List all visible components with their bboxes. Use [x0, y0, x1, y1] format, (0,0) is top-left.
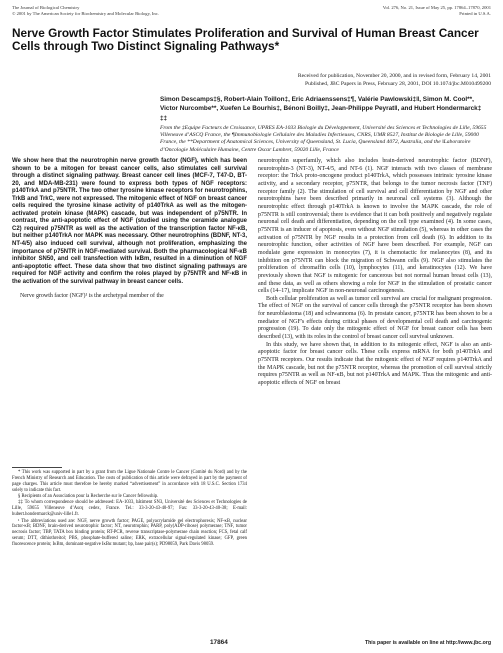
publication-dates: [150, 73, 491, 88]
right-column: [258, 158, 492, 388]
copyright-line: © 2001 by The American Society for Biochemistry and Molecular Biology, Inc.: [12, 11, 159, 16]
left-column: [12, 158, 247, 301]
volume-issue: Vol. 276, No. 21, Issue of May 25, pp. 17864–17870, 2001: [382, 5, 491, 10]
footnote-divider: [12, 467, 62, 468]
author-affiliations: From the ‡Equipe Facteurs de Croissance, UPRES EA-1033 Biologie du Développement, Université des Sciences et Technologies de Lille, 59655 Villeneuve d’ASCQ France, the ¶Immunobiologie Cellulaire des Maladies Infectieuses, CNRS, UMR 8527, Institut de Biologie de Lille, 59000 France, the **Department of Anatomical Sciences, University of Queensland, St. Lucia, Queensland 4072, Australia, and the ‖Laboratoire d’Oncologie Moléculaire Humaine, Centre Oscar Lambret, 59020 Lille, France: [160, 125, 487, 153]
printed-in: Printed in U.S.A.: [459, 11, 491, 16]
intro-paragraph-3: In this study, we have shown that, in addition to its mitogenic effect, NGF is also an anti-apoptotic factor for breast cancer cells. These cells express mRNA for both p140TrkA and p75NTR receptors. Our results indicate that the mitogenic effect of NGF requires p140TrkA and the MAPK cascade, but not the p75NTR receptor, whereas the promotion of cell survival strictly requires p75NTR as well as NF-κB, but not p140TrkA and MAPK. Thus the mitogenic and anti-apoptotic effects of NGF on breast: [258, 341, 492, 387]
intro-paragraph-start: Nerve growth factor (NGF)¹ is the archetypal member of the: [20, 293, 164, 300]
article-title: Nerve Growth Factor Stimulates Proliferation and Survival of Human Breast Cancer Cells through Two Distinct Signaling Pathways*: [12, 26, 479, 54]
page-number: 17864: [210, 639, 228, 646]
journal-name: The Journal of Biological Chemistry: [12, 5, 80, 10]
footnotes: [12, 470, 247, 549]
funding-footnote: * This work was supported in part by a grant from the Ligue Nationale Contre le Cancer (Comité du Nord) and by the French Ministry of Research and Education. The costs of publication of this article were defrayed in part by the payment of page charges. This article must therefore be hereby marked “advertisement” in accordance with 18 U.S.C. Section 1734 solely to indicate this fact.: [12, 470, 247, 493]
online-availability-note: This paper is available on line at http://www.jbc.org: [364, 640, 491, 646]
abbreviations-footnote: ¹ The abbreviations used are: NGF, nerve growth factor; PAGE, polyacrylamide gel electrophoresis; NF-κB, nuclear factor-κB; BDNF, brain-derived neurotrophic factor; NT, neurotrophin; PARP, poly(ADP-ribose) polymerase; TNF, tumor necrosis factor; TBP, TATA box binding protein; RT-PCR, reverse transcriptase-polymerase chain reaction; FCS, fetal calf serum; DTT, dithiothreitol; PBS, phosphate-buffered saline; ERK, extracellular signal-regulated kinase; GFP, green fluorescence protein; IκBm, dominant-negative IκBα mutant; bp, base pair(s); PD98059, Park Davis 98059.: [12, 518, 247, 548]
published-date: Published, JBC Papers in Press, February 28, 2001, DOI 10.1074/jbc.M010499200: [305, 80, 491, 87]
fellowship-footnote: § Recipients of an Association pour la Recherche sur le Cancer fellowship.: [18, 494, 159, 500]
abstract: We show here that the neurotrophin nerve growth factor (NGF), which has been shown to be a mitogen for breast cancer cells, also stimulates cell survival through a distinct signaling pathway. Breast cancer cell lines (MCF-7, T47-D, BT-20, and MDA-MB-231) were found to express both types of NGF receptors: p140TrkA and p75NTR. The two other tyrosine kinase receptors for neurotrophins, TrkB and TrkC, were not expressed. The mitogenic effect of NGF on breast cancer cells required the tyrosine kinase activity of p140TrkA as well as the mitogen-activated protein kinase (MAPK) cascade, but was independent of p75NTR. In contrast, the anti-apoptotic effect of NGF (studied using the ceramide analogue C2) required p75NTR as well as the activation of the transcription factor NF-κB, but neither p140TrkA nor MAPK was necessary. Other neurotrophins (BDNF, NT-3, NT-4/5) also induced cell survival, although not proliferation, emphasizing the importance of p75NTR in NGF-mediated survival. Both the pharmacological NF-κB inhibitor SN50, and cell transfection with IκBm, resulted in a diminution of NGF anti-apoptotic effect. These data show that two distinct signaling pathways are required for NGF activity and confirm the roles played by p75NTR and NF-κB in the activation of the survival pathway in breast cancer cells.: [12, 158, 247, 285]
author-list: Simon Descamps‡§, Robert-Alain Toillon‡, Eric Adriaenssens‡¶, Valérie Pawlowski‡‖, Simon M. Cool**, Victor Nurcombe**, Xuefen Le Bourhis‡, Bénoni Boilly‡, Jean-Philippe Peyrat‖, and Hubert Hondermarck‡ ‡‡: [160, 96, 482, 122]
intro-paragraph-2: Both cellular proliferation as well as tumor cell survival are crucial for malignant progression. The effect of NGF on the survival of cancer cells through the p75NTR receptor has been shown for neuroblastoma (18) and schwannoma (6). In prostate cancer, p75NTR has been shown to be a mediator of NGF's effects during critical phases of developmental cell death and carcinogenic progression (19). To date only the mitogenic effect of NGF for breast cancer cells has been described (13), with its roles in the control of breast cancer cell survival unknown.: [258, 295, 492, 341]
correspondence-footnote: ‡‡ To whom correspondence should be addressed: EA-1033, bâtiment SN3, Université des Sciences et Technologies de Lille, 59655 Villeneuve d’Ascq cedex, France. Tel.: 33-3-20-43-40-97; Fax: 33-3-20-43-40-38; E-mail: hubert.hondermarck@univ-lille1.fr.: [12, 500, 247, 518]
journal-header-right: [271, 5, 491, 17]
journal-header-left: [12, 5, 232, 17]
intro-paragraph-continued: neurotrophin superfamily, which also includes brain-derived neurotrophic factor (BDNF), neurotrophin-3 (NT-3), NT-4/5, and NT-6 (1). NGF interacts with two classes of membrane receptor: the TrkA proto-oncogene product p140TrkA, which possesses intrinsic tyrosine kinase activity, and a secondary receptor, p75NTR, that belongs to the tumor necrosis factor (TNF) receptor family (2). The stimulation of cell survival and cell differentiation by NGF and other neurotrophins have been described primarily in neuronal cell systems (3). Although the neurotrophic effect through p140TrkA is known to involve the MAPK cascade, the role of p75NTR is still controversial; there is evidence that it can both positively and negatively regulate neuronal cell death and differentiation, depending on the cell type examined (4). In some cases, p75NTR is an inducer of apoptosis, even without NGF stimulation (5), whereas in other cases the activation of p75NTR by NGF results in a protection from cell death (6). In addition to its neurotrophic function, other activities of NGF have been described. For example, NGF can modulate gene expression in monocytes (7), it is chemotactic for melanocytes (8), and its inhibition on p75NTR can block the migration of Schwann cells (9). NGF also stimulates the proliferation of chromaffin cells (10), lymphocytes (11), and keratinocytes (12). We have previously shown that NGF is mitogenic for cancerous but not normal human breast cells (13), and these data, as well as others showing a role for NGF in the stimulation of prostatic cancer cells (14–17), implicate NGF in non-neuronal carcinogenesis.: [258, 158, 492, 295]
received-date: Received for publication, November 20, 2000, and in revised form, February 14, 2001: [297, 73, 491, 79]
